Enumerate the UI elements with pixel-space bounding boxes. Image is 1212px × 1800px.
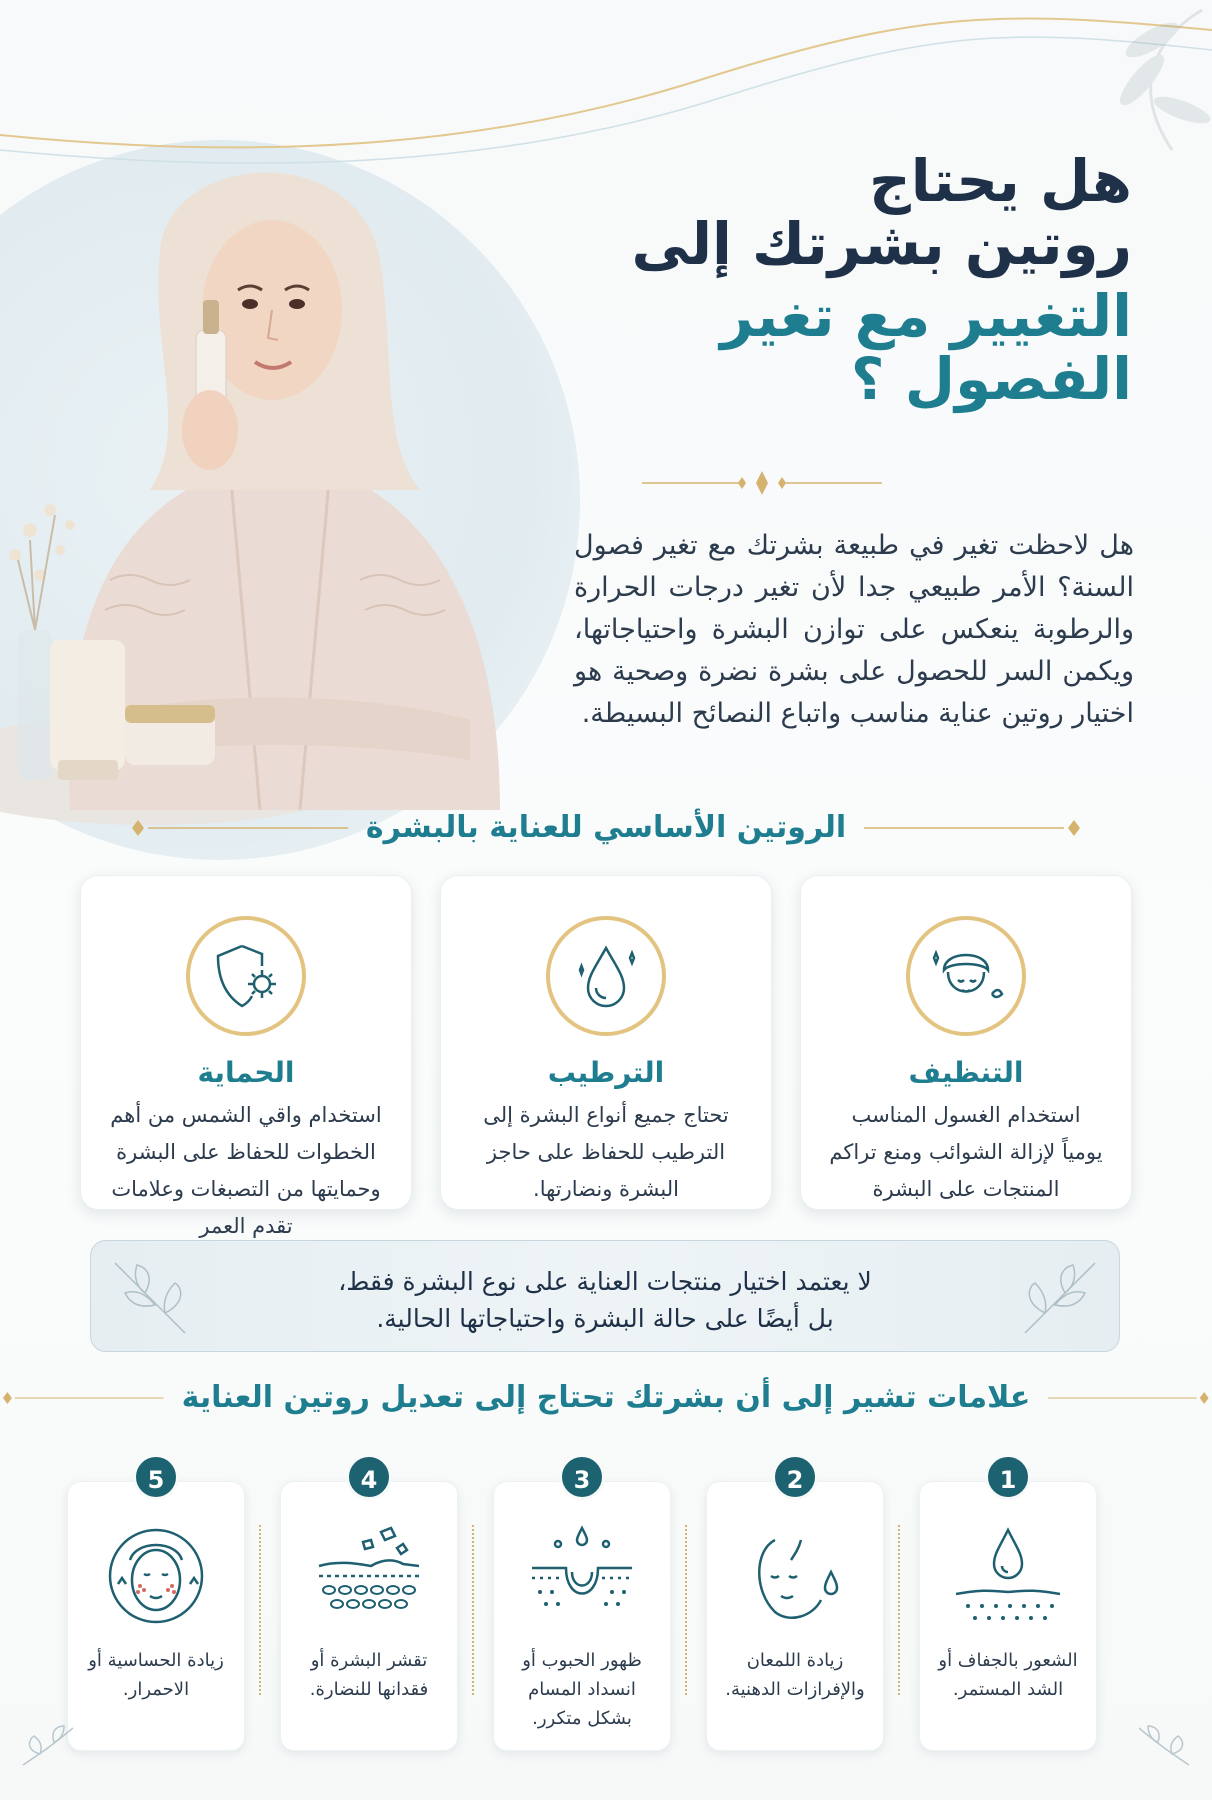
title-line-3: التغيير مع تغير الفصول ؟ (720, 282, 1132, 413)
routine-card-text: تحتاج جميع أنواع البشرة إلى الترطيب للحفاظ على حاجز البشرة ونضارتها. (483, 1103, 729, 1201)
face-towel-icon (906, 916, 1026, 1036)
signs-section-heading (0, 1380, 1212, 1415)
step-number-badge: 4 (346, 1454, 392, 1500)
dotted-divider (898, 1525, 900, 1695)
signs-heading-text: علامات تشير إلى أن بشرتك تحتاج إلى تعديل روتين العناية (181, 1380, 1031, 1415)
leaf-branch-icon (1015, 1253, 1105, 1341)
sign-item-peeling (280, 1466, 458, 1751)
page-title (572, 147, 1132, 413)
step-number-badge: 3 (559, 1454, 605, 1500)
routine-card-text: استخدام واقي الشمس من أهم الخطوات للحفاظ على البشرة وحمايتها من التصبغات وعلامات تقدم العمر (110, 1103, 382, 1238)
corner-leaf-icon (1134, 1720, 1194, 1770)
heading-ornament-right (1048, 1388, 1212, 1408)
routine-card-cleansing (800, 875, 1132, 1210)
banner-line-1: لا يعتمد اختيار منتجات العناية على نوع البشرة فقط، (338, 1267, 872, 1296)
sign-item-dryness (919, 1466, 1097, 1751)
sign-item-sensitivity (67, 1466, 245, 1751)
leaf-branch-icon (105, 1253, 195, 1341)
sign-text: زيادة اللمعان والإفرازات الدهنية. (725, 1650, 865, 1700)
title-line-2: روتين بشرتك إلى (631, 209, 1132, 278)
routine-card-title: التنظيف (908, 1056, 1024, 1089)
sign-item-oiliness (706, 1466, 884, 1751)
routine-card-title: الحماية (197, 1056, 295, 1089)
routine-card-protection (80, 875, 412, 1238)
title-divider-ornament (642, 468, 882, 498)
routine-cards (80, 875, 1132, 1238)
note-banner (90, 1240, 1120, 1352)
dotted-divider (472, 1525, 474, 1695)
signs-list (88, 1465, 1097, 1785)
hero-woman-illustration (0, 110, 560, 830)
water-drop-icon (546, 916, 666, 1036)
sign-item-acne (493, 1466, 671, 1751)
sun-shield-icon (186, 916, 306, 1036)
dotted-divider (685, 1525, 687, 1695)
title-line-1: هل يحتاج (868, 147, 1132, 215)
peeling-skin-icon (309, 1520, 429, 1630)
routine-card-text: استخدام الغسول المناسب يومياً لإزالة الشوائب ومنع تراكم المنتجات على البشرة (829, 1103, 1103, 1201)
routine-section-heading (0, 810, 1212, 845)
routine-heading-text: الروتين الأساسي للعناية بالبشرة (365, 810, 847, 845)
heading-ornament-left (0, 1388, 164, 1408)
sensitive-face-icon (96, 1520, 216, 1630)
heading-ornament-left (128, 818, 348, 838)
sign-text: زيادة الحساسية أو الاحمرار. (88, 1650, 224, 1700)
dotted-divider (259, 1525, 261, 1695)
step-number-badge: 5 (133, 1454, 179, 1500)
heading-ornament-right (864, 818, 1084, 838)
routine-card-moisturizing (440, 875, 772, 1210)
sign-text: تقشر البشرة أو فقدانها للنضارة. (309, 1650, 429, 1700)
intro-paragraph: هل لاحظت تغير في طبيعة بشرتك مع تغير فصول السنة؟ الأمر طبيعي جدا لأن تغير درجات الحرارة والرطوبة ينعكس على توازن البشرة واحتياجاتها، ويكمن السر للحصول على بشرة نضرة وصحية هو اختيار روتين عناية مناسب واتباع النصائح البسيطة. (574, 530, 1134, 729)
clogged-pores-icon (522, 1520, 642, 1630)
corner-leaf-icon (18, 1720, 78, 1770)
routine-card-title: الترطيب (547, 1056, 665, 1089)
sign-text: الشعور بالجفاف أو الشد المستمر. (938, 1650, 1078, 1700)
sign-text: ظهور الحبوب أو انسداد المسام بشكل متكرر. (522, 1650, 642, 1729)
dry-skin-drop-icon (948, 1520, 1068, 1630)
oily-face-icon (735, 1520, 855, 1630)
step-number-badge: 2 (772, 1454, 818, 1500)
step-number-badge: 1 (985, 1454, 1031, 1500)
banner-line-2: بل أيضًا على حالة البشرة واحتياجاتها الحالية. (376, 1304, 834, 1333)
